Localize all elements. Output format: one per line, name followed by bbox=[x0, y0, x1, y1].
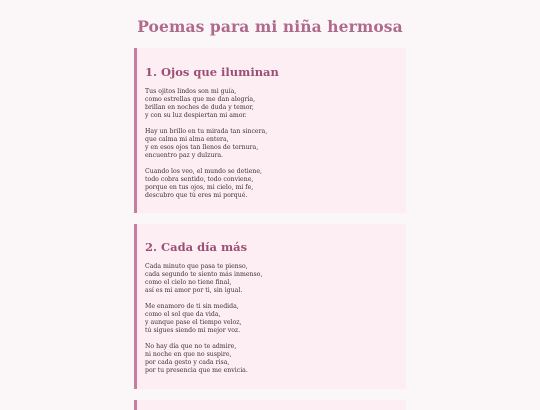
poem-line: Hay un brillo en tu mirada tan sincera, bbox=[145, 128, 268, 135]
poem-line: como el sol que da vida, bbox=[145, 311, 221, 318]
poem-card-3 bbox=[134, 400, 406, 410]
poem-line: así es mi amor por ti, sin igual. bbox=[145, 287, 243, 294]
poem-line: encuentro paz y dulzura. bbox=[145, 152, 224, 159]
page-title: Poemas para mi niña hermosa bbox=[137, 17, 403, 36]
poem-line: brillan en noches de duda y temor, bbox=[145, 104, 254, 111]
poem-line: como el cielo no tiene final, bbox=[145, 279, 232, 286]
poem-line: y en esos ojos tan llenos de ternura, bbox=[145, 144, 259, 151]
poem-title: 1. Ojos que iluminan bbox=[145, 65, 279, 79]
poem-card-1 bbox=[134, 48, 406, 213]
stanza bbox=[145, 168, 406, 200]
poem-line: tú sigues siendo mi mejor voz. bbox=[145, 327, 241, 334]
poem-line: Cada minuto que pasa te pienso, bbox=[145, 263, 248, 270]
poem-line: por tu presencia que me envicia. bbox=[145, 367, 248, 374]
poem-line: ni noche en que no suspire, bbox=[145, 351, 232, 358]
poem-line: porque en tus ojos, mi cielo, mi fe, bbox=[145, 184, 254, 191]
poem-line: No hay día que no te admire, bbox=[145, 343, 237, 350]
poem-line: Me enamoro de ti sin medida, bbox=[145, 303, 239, 310]
poem-line: por cada gesto y cada risa, bbox=[145, 359, 230, 366]
poem-title: 2. Cada día más bbox=[145, 240, 248, 254]
stanza bbox=[145, 303, 406, 335]
poem-line: y aunque pase el tiempo veloz, bbox=[145, 319, 242, 326]
poem-line: Tus ojitos lindos son mi guía, bbox=[145, 88, 237, 95]
poem-line: descubro que tú eres mi porqué. bbox=[145, 192, 248, 199]
poem-line: y con su luz despiertan mi amor. bbox=[145, 112, 247, 119]
stanza bbox=[145, 88, 406, 120]
stanza bbox=[145, 128, 406, 160]
stanza bbox=[145, 263, 406, 295]
poem-line: cada segundo te siento más inmenso, bbox=[145, 271, 263, 278]
stanza bbox=[145, 343, 406, 375]
poem-line: Cuando los veo, el mundo se detiene, bbox=[145, 168, 262, 175]
poem-line: todo cobra sentido, todo conviene, bbox=[145, 176, 254, 183]
poem-line: que calma mi alma entera, bbox=[145, 136, 229, 143]
poem-line: como estrellas que me dan alegría, bbox=[145, 96, 256, 103]
poem-card-2 bbox=[134, 224, 406, 389]
